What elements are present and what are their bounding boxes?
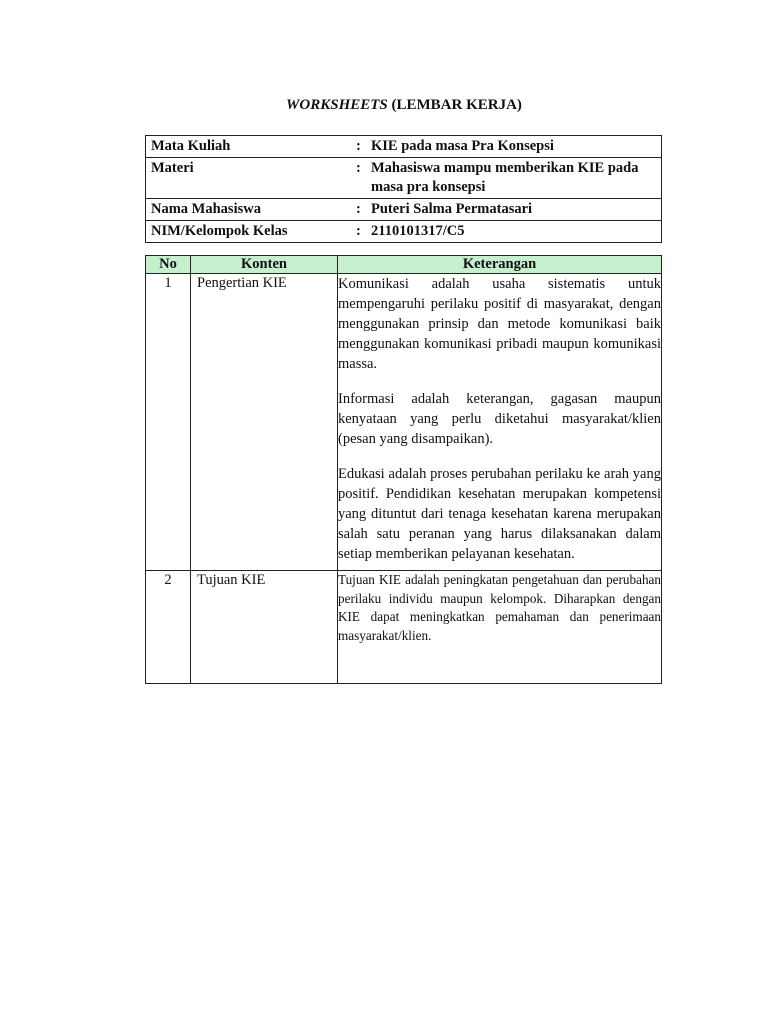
header-konten: Konten — [191, 256, 338, 274]
info-table — [145, 135, 662, 243]
keterangan-paragraph: Edukasi adalah proses perubahan perilaku ke arah yang positif. Pendidikan kesehatan merupakan kompetensi yang dituntut dari tenaga kesehatan karena merupakan salah satu peranan yang harus dilaksanakan dalam setiap memberikan pelayanan kesehatan. — [338, 466, 661, 562]
title-italic: WORKSHEETS — [286, 97, 388, 113]
page-title — [0, 97, 768, 114]
table-row — [146, 571, 662, 684]
info-row — [146, 199, 662, 221]
content-table — [145, 255, 662, 684]
info-row — [146, 158, 662, 199]
info-row — [146, 221, 662, 243]
info-separator: : — [351, 221, 366, 243]
row-keterangan — [338, 571, 662, 684]
table-header-row — [146, 256, 662, 274]
header-keterangan: Keterangan — [338, 256, 662, 274]
info-separator: : — [351, 136, 366, 158]
keterangan-paragraph: Informasi adalah keterangan, gagasan maupun kenyataan yang perlu diketahui masyarakat/klien (pesan yang disampaikan). — [338, 391, 661, 447]
keterangan-paragraph: Tujuan KIE adalah peningkatan pengetahuan dan perubahan perilaku individu maupun kelompok. Diharapkan dengan KIE dapat meningkatkan pemahaman dan penerimaan masyarakat/klien. — [338, 572, 661, 643]
info-separator: : — [351, 158, 366, 199]
row-number: 2 — [146, 571, 191, 684]
info-row — [146, 136, 662, 158]
info-separator: : — [351, 199, 366, 221]
title-rest: (LEMBAR KERJA) — [387, 97, 522, 113]
table-row — [146, 274, 662, 571]
row-konten: Pengertian KIE — [191, 274, 338, 571]
info-value: Mahasiswa mampu memberikan KIE pada masa pra konsepsi — [366, 158, 662, 199]
info-label: Mata Kuliah — [146, 136, 352, 158]
row-keterangan — [338, 274, 662, 571]
info-label: Nama Mahasiswa — [146, 199, 352, 221]
keterangan-paragraph: Komunikasi adalah usaha sistematis untuk mempengaruhi perilaku positif di masyarakat, dengan menggunakan prinsip dan metode komunikasi baik menggunakan komunikasi pribadi maupun komunikasi massa. — [338, 276, 661, 372]
info-label: NIM/Kelompok Kelas — [146, 221, 352, 243]
info-value: KIE pada masa Pra Konsepsi — [366, 136, 662, 158]
info-label: Materi — [146, 158, 352, 199]
row-konten: Tujuan KIE — [191, 571, 338, 684]
row-number: 1 — [146, 274, 191, 571]
info-value: 2110101317/C5 — [366, 221, 662, 243]
header-no: No — [146, 256, 191, 274]
info-value: Puteri Salma Permatasari — [366, 199, 662, 221]
